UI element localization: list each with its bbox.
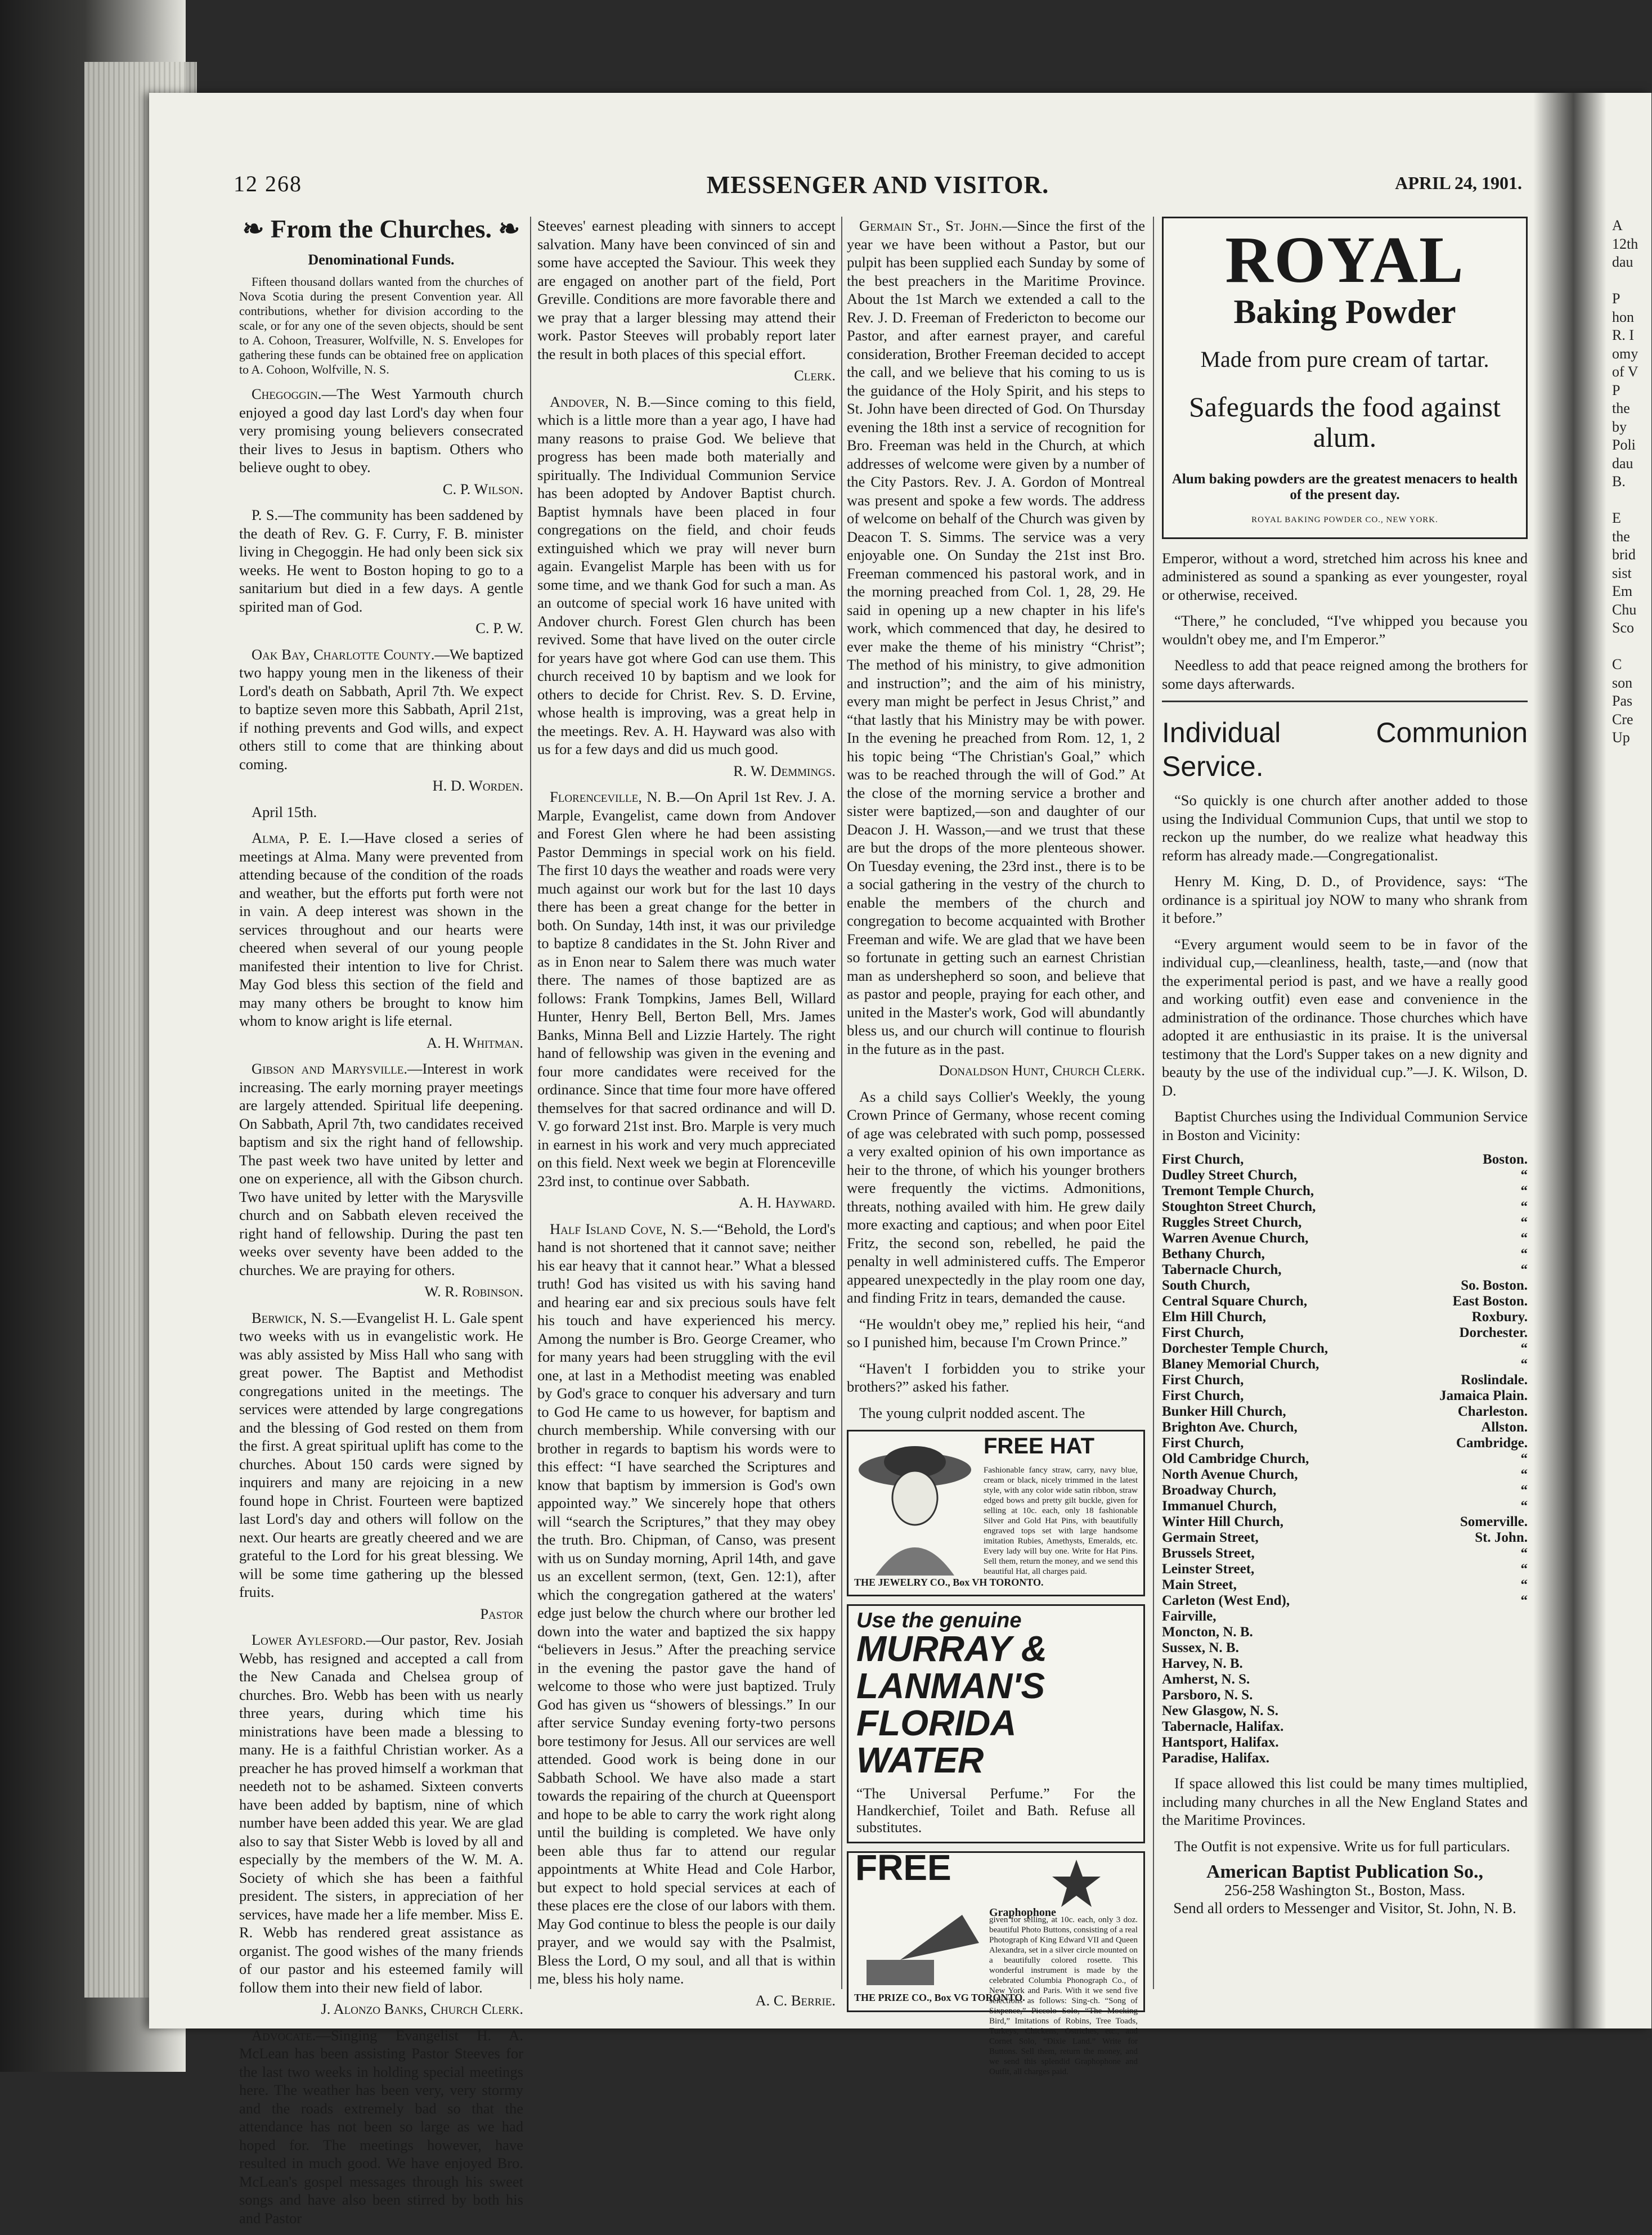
report-germain-st: Germain St., St. John.—Since the first of the year we have been without a Pastor, but our pulpit has been supplied each Sunday by some of the best preachers in the Maritime Province. About the 1st March we extended a call to the Rev. J. D. Freeman of Fredericton to become our Pastor, and after earnest prayer, and careful consideration, Brother Freeman decided to accept the call, and we believe that his coming to us is the guidance of the Holy Spirit, and his steps to St. John have been directed of God. On Thursday evening the 18th inst a service of recognition for Bro. Freeman was held in the Church, at which addresses of welcome were given by a number of the City Pastors. Rev. J. A. Gordon of Montreal was present and spoke a few words. The address of welcome on behalf of the Church was given by Deacon T. S. Simms. The service was a very enjoyable one. On Sunday the 21st inst Bro. Freeman commenced his pastoral work, and in the morning preached from Col. 1, 28, 29. He said in opening up a new chapter in his life's work, which commenced that day, he desired to ever make the theme of his ministry “Christ”; The method of his ministry, to give admonition and instruction”; and the aim of his ministry, every man might be perfect in Jesus Christ,” and “that lastly that his Ministry may be with power. In the evening he preached from Rom. 12, 1, 2 his topic being “The Christian's Goal,” which was to be reached through the will of God.” At the close of the morning service a brother and sister were baptized,—son and daughter of our Deacon J. H. Wasson,—and we trust that these are but the drops of the more plenteous shower. On Tuesday evening, the 23rd inst., there is to be a social gathering in the vestry of the church to enable the members of the church and congregation to become acquainted with Brother Freeman and wife. We are glad that we have been so fortunate in getting such an earnest Christian man as undershepherd so soon, and believe that as pastor and people, praying for each other, and united in the Master's work, God will abundantly bless us, and our church will continue to flourish in the future as in the past.: [847, 217, 1145, 1057]
church-name: Paradise, Halifax.: [1162, 1751, 1269, 1766]
facing-page-fragment: Sco: [1612, 620, 1634, 636]
report-lower-aylesford: Lower Aylesford.—Our pastor, Rev. Josiah Webb, has resigned and accepted a call from the New Canada and Chelsea group of churches. Bro. Webb has been with us nearly three years, during which time his ministrations have been made a blessing to many. He is a faithful Christian worker. As a preacher he has proved himself a workman that needeth not to be ashamed. Sixteen converts have been added by baptism, nine of which number have been added this year. We are glad also to say that Sister Webb is loved by all and especially by the members of the W. M. A. Society of which she has been a faithful president. The sisters, in appreciation of her services, have made her a life member. Miss E. R. Webb has rendered great assistance as organist. The good wishes of the many friends of our pastor and his esteemed family will follow them into their new field of labor.: [239, 1631, 523, 1996]
church-name: Immanuel Church,: [1162, 1498, 1277, 1514]
signature: A. H. Whitman.: [427, 1034, 523, 1051]
publisher-address: 256-258 Washington St., Boston, Mass.: [1224, 1882, 1465, 1899]
church-city: “: [1520, 1546, 1528, 1561]
church-name: Warren Avenue Church,: [1162, 1231, 1309, 1246]
column-2: [537, 217, 836, 2017]
free-hat-advertisement: [847, 1430, 1145, 1596]
signature: Donaldson Hunt, Church Clerk.: [939, 1062, 1145, 1079]
church-city: Charleston.: [1457, 1404, 1528, 1419]
church-city: Allston.: [1481, 1420, 1528, 1435]
church-city: [1400, 1688, 1528, 1703]
royal-baking-powder-advertisement: [1162, 217, 1528, 539]
florida-water-brand-4: WATER: [856, 1739, 984, 1780]
church-name: Carleton (West End),: [1162, 1593, 1290, 1608]
crown-prince-story: The young culprit nodded ascent. The: [859, 1404, 1085, 1421]
church-city: Roxbury.: [1471, 1309, 1528, 1325]
column-rule: [1153, 217, 1154, 1989]
publisher-orders: Send all orders to Messenger and Visitor, St. John, N. B.: [1173, 1900, 1516, 1917]
church-row: [1162, 1246, 1528, 1262]
page-fold-gutter: [1533, 93, 1606, 2028]
church-name: Leinster Street,: [1162, 1561, 1255, 1577]
florida-water-brand-1: MURRAY &: [856, 1628, 1047, 1669]
church-city: [1400, 1640, 1528, 1656]
section-title: ❧ From the Churches. ❧: [242, 214, 520, 243]
church-city: “: [1520, 1231, 1528, 1246]
church-city: Somerville.: [1460, 1514, 1528, 1529]
church-city: “: [1520, 1183, 1528, 1199]
star-badge-icon: [1051, 1859, 1102, 1909]
report-florenceville: Florenceville, N. B.—On April 1st Rev. J. A. Marple, Evangelist, came down from Andover and Forest Glen where he had been assisting Pastor Demmings in special work on his field. The first 10 days the weather and roads were very much against our work but for the last 10 days there has been a great change for the better in both. On Sunday, 14th inst, it was our priviledge to baptize 8 candidates in the St. John River and as in Enon near to Salem there was much water there. The names of those baptized are as follows: Frank Tompkins, James Bell, Willard Hunter, Henry Bell, Berton Bell, Mrs. James Banks, Minna Bell and Lizzie Hartely. The right hand of fellowship was given in the evening and four more candidates were received for the ordinance. Since that time four more have offered themselves for that sacred ordinance and will D. V. go forward 21st inst. Bro. Marple is very much in earnest in his work and very much appreciated on this field. Next week we begin at Florenceville 23rd inst, to continue over Sabbath.: [537, 788, 836, 1190]
crown-prince-story-cont: Needless to add that peace reigned among the brothers for some days afterwards.: [1162, 657, 1528, 692]
church-city: [1400, 1719, 1528, 1735]
facing-page-fragment: Em: [1612, 583, 1633, 599]
column-3: [847, 217, 1145, 2076]
facing-page-fragment: R. I: [1612, 327, 1634, 343]
gramophone-horn-illustration: [855, 1904, 985, 1994]
masthead-title: MESSENGER AND VISITOR.: [706, 171, 1049, 199]
graphophone-advertisement: [847, 1847, 1145, 2076]
church-row: [1162, 1404, 1528, 1420]
florida-water-advertisement: [847, 1604, 1145, 1843]
church-name: Tremont Temple Church,: [1162, 1183, 1314, 1199]
facing-page-fragment: the: [1612, 400, 1630, 416]
church-row: [1162, 1183, 1528, 1199]
woman-in-hat-illustration: [853, 1435, 977, 1576]
church-name: Amherst, N. S.: [1162, 1672, 1250, 1687]
church-city: Jamaica Plain.: [1439, 1388, 1528, 1403]
facing-page-fragment: 12th: [1612, 235, 1638, 252]
church-row: [1162, 1624, 1528, 1640]
church-city: [1400, 1703, 1528, 1719]
church-name: Stoughton Street Church,: [1162, 1199, 1316, 1214]
church-name: Bethany Church,: [1162, 1246, 1265, 1262]
church-name: First Church,: [1162, 1388, 1244, 1403]
church-name: Tabernacle Church,: [1162, 1262, 1282, 1277]
report-oak-bay: Oak Bay, Charlotte County.—We baptized two happy young men in the likeness of their Lord's death on Sabbath, April 7th. We expect to baptize seven more this Sabbath, April 21st, if nothing prevents and God wills, and expect others still to come that are thinking about coming.: [239, 645, 523, 773]
graphophone-free-title: FREE: [855, 1847, 951, 1888]
issue-date: APRIL 24, 1901.: [1395, 173, 1522, 193]
facing-page-fragment: Cre: [1612, 711, 1633, 728]
church-row: [1162, 1751, 1528, 1766]
facing-page-fragment: Up: [1612, 729, 1630, 746]
report-gibson: Gibson and Marysville.—Interest in work increasing. The early morning prayer meetings are largely attended. Spiritual life deepening. On Sabbath, April 7th, two candidates received baptism and six the right hand of fellowship. The past week two have united by letter and one on experience, all with the Gibson church. Two have united by letter with the Marysville church and on Sabbath eleven received the right hand of fellowship. During the past ten weeks over seventy have been added to the churches. We are praying for others.: [239, 1060, 523, 1278]
facing-page-fragment: P: [1612, 382, 1620, 398]
church-name: Dorchester Temple Church,: [1162, 1341, 1328, 1356]
church-row: [1162, 1278, 1528, 1294]
church-city: [1400, 1624, 1528, 1640]
church-row: [1162, 1561, 1528, 1577]
church-city: “: [1520, 1215, 1528, 1230]
church-row: [1162, 1656, 1528, 1672]
facing-page-fragment: omy: [1612, 345, 1638, 362]
column-rule: [841, 217, 842, 1989]
royal-warning: Alum baking powders are the greatest menacers to health of the present day.: [1171, 472, 1518, 502]
church-name: Brussels Street,: [1162, 1546, 1255, 1561]
florida-water-brand-2: LANMAN'S: [856, 1665, 1045, 1706]
signature: W. R. Robinson.: [424, 1283, 523, 1300]
royal-tagline-2: Safeguards the food against alum.: [1188, 391, 1501, 453]
church-name: Old Cambridge Church,: [1162, 1451, 1309, 1466]
church-row: [1162, 1325, 1528, 1341]
signature: Pastor: [480, 1605, 523, 1622]
church-city: “: [1520, 1341, 1528, 1356]
church-row: [1162, 1514, 1528, 1530]
church-name: Ruggles Street Church,: [1162, 1215, 1302, 1230]
communion-quote: “Every argument would seem to be in favor of the individual cup,—cleanliness, health, taste,—and (now that the experimental period is past, and we have a really good and working outfit) even ease and convenience in the administration of the ordinance. Those churches which have adopted it are enthusiastic in its praise. It is the universal testimony that the Lord's Supper takes on a new dignity and beauty by the use of the individual cup.”—J. K. Wilson, D. D.: [1162, 935, 1528, 1099]
church-row: [1162, 1577, 1528, 1593]
church-row: [1162, 1703, 1528, 1719]
free-hat-body: Fashionable fancy straw, carry, navy blue, cream or black, nicely trimmed in the latest style, with any color wide satin ribbon, straw edged bows and pretty gilt buckle, given for selling at 10c. each, only 18 fashionable Silver and Gold Hat Pins, with beautifully engraved tops set with large handsome imitation Rubies, Amethysts, Emeralds, etc. Every lady will buy one. Write for Hat Pins. Sell them, return the money, and we send this beautiful Hat, all charges paid.: [984, 1466, 1138, 1576]
church-city: “: [1520, 1483, 1528, 1498]
facing-page-fragment: Poli: [1612, 437, 1636, 453]
church-name: Tabernacle, Halifax.: [1162, 1719, 1284, 1734]
church-city: “: [1520, 1168, 1528, 1183]
church-row: [1162, 1294, 1528, 1309]
church-row: [1162, 1609, 1528, 1624]
church-name: Parsboro, N. S.: [1162, 1688, 1253, 1703]
church-row: [1162, 1719, 1528, 1735]
church-name: Bunker Hill Church,: [1162, 1404, 1286, 1419]
funds-heading: Denominational Funds.: [308, 251, 455, 268]
publisher-name: American Baptist Publication So.,: [1206, 1861, 1484, 1882]
church-row: [1162, 1309, 1528, 1325]
graphophone-footer: THE PRIZE CO., Box VG TORONTO.: [854, 1992, 1025, 2003]
church-row: [1162, 1530, 1528, 1546]
church-row: [1162, 1593, 1528, 1609]
graphophone-body: given for selling, at 10c. each, only 3 doz. beautiful Photo Buttons, consisting of a real Photograph of King Edward VII and Queen Alexandra, set in a silver circle mounted on a beautifully colored rosette. This wonderful instrument is made by the celebrated Columbia Phonograph Co., of New York and Paris. With it we send five selections as follows: Sing-ch. “Song of Sixpence,” Piccolo Solo, “The Mocking Bird,” Imitations of Robins, Tree Toads, Turkeys, Chickens, Ostriches, etc., and Cornet Solo, “Dixie Land.” Write for Buttons. Sell them, return the money, and we send this splendid Graphophone and Outfit, all charges paid.: [989, 1915, 1138, 2076]
church-city: “: [1520, 1451, 1528, 1466]
church-city: “: [1520, 1467, 1528, 1482]
column-1: [239, 214, 524, 2235]
communion-quote: Henry M. King, D. D., of Providence, says: “The ordinance is a spiritual joy NOW to many who shrank from it before.”: [1162, 873, 1528, 926]
church-city: “: [1520, 1561, 1528, 1577]
church-row: [1162, 1483, 1528, 1498]
church-row: [1162, 1388, 1528, 1404]
church-list-heading: Baptist Churches using the Individual Communion Service in Boston and Vicinity:: [1162, 1108, 1528, 1143]
church-city: So. Boston.: [1461, 1278, 1528, 1293]
facing-page-fragment: dau: [1612, 455, 1633, 472]
report-date: April 15th.: [252, 803, 317, 820]
church-row: [1162, 1672, 1528, 1688]
church-name: Elm Hill Church,: [1162, 1309, 1266, 1325]
facing-page-fragment: E: [1612, 510, 1621, 526]
church-name: Brighton Ave. Church,: [1162, 1420, 1298, 1435]
publisher-block: [1162, 1863, 1528, 1917]
royal-title: ROYAL: [1225, 223, 1465, 297]
royal-company: ROYAL BAKING POWDER CO., NEW YORK.: [1251, 515, 1438, 524]
page-header: [234, 170, 1522, 204]
church-list: [1162, 1152, 1528, 1766]
facing-page-fragment: son: [1612, 674, 1633, 691]
communion-quote: “So quickly is one church after another added to those using the Individual Communion Cups, that until we stop to reckon up the number, do we realize what headway this reform has already made.—Congregationalist.: [1162, 792, 1528, 864]
church-name: Blaney Memorial Church,: [1162, 1357, 1319, 1372]
signature: H. D. Worden.: [432, 777, 523, 794]
signature: C. P. Wilson.: [442, 480, 523, 497]
church-row: [1162, 1546, 1528, 1561]
church-city: St. John.: [1475, 1530, 1528, 1545]
church-row: [1162, 1372, 1528, 1388]
church-name: First Church,: [1162, 1435, 1244, 1451]
florida-water-slogan: “The Universal Perfume.” For the Handkerchief, Toilet and Bath. Refuse all substitutes.: [856, 1785, 1135, 1835]
church-name: Fairville,: [1162, 1609, 1216, 1624]
church-name: First Church,: [1162, 1325, 1244, 1340]
facing-page-fragment: Chu: [1612, 601, 1637, 618]
free-hat-title: FREE HAT: [984, 1434, 1095, 1458]
church-city: “: [1520, 1498, 1528, 1514]
church-city: [1400, 1735, 1528, 1751]
church-name: First Church,: [1162, 1152, 1244, 1167]
church-city: Cambridge.: [1456, 1435, 1528, 1451]
church-city: [1400, 1656, 1528, 1672]
church-city: Dorchester.: [1459, 1325, 1528, 1340]
church-city: East Boston.: [1452, 1294, 1528, 1309]
funds-notice: Fifteen thousand dollars wanted from the churches of Nova Scotia during the present Convention year. All contributions, whether for division according to the scale, or for any one of the seven objects, should be sent to A. Cohoon, Treasurer, Wolfville, N. S. Envelopes for gathering these funds can be obtained free on application to A. Cohoon, Wolfville, N. S.: [239, 275, 523, 376]
signature: J. Alonzo Banks, Church Clerk.: [321, 2000, 523, 2017]
signature: A. H. Hayward.: [738, 1194, 836, 1211]
report-ps: P. S.—The community has been saddened by the death of Rev. G. F. Curry, F. B. minister living in Chegoggin. He had only been sick six weeks. He went to Boston hoping to go to a sanitarium but died in a few days. A gentle spirited man of God.: [239, 506, 523, 615]
church-name: South Church,: [1162, 1278, 1250, 1293]
church-row: [1162, 1735, 1528, 1751]
facing-page-fragment: Pas: [1612, 693, 1633, 709]
facing-page-fragment: hon: [1612, 308, 1634, 325]
church-city: “: [1520, 1246, 1528, 1262]
florida-water-use: Use the genuine: [856, 1609, 1022, 1632]
communion-service-title: Individual Communion Service.: [1162, 717, 1528, 782]
signature: Clerk.: [794, 367, 836, 384]
facing-page-fragment: P: [1612, 290, 1620, 307]
report-berwick: Berwick, N. S.—Evangelist H. L. Gale spent two weeks with us in evangelistic work. He was ably assisted by Miss Hall who sang with great power. The Baptist and Methodist congregations united in the meetings. The services were attended by large congregations and the blessing of God rested on them from the first. A great spiritual uplift has come to the churches. About 150 cards were signed by inquirers and many are rejoicing in a new found hope in Christ. Fourteen were baptized last Lord's day and others will follow on the next. Our hearts are greatly cheered and we are grateful to the Lord for his great blessing. We will be some time gathering up the blessed fruits.: [239, 1309, 524, 1600]
church-name: Broadway Church,: [1162, 1483, 1277, 1498]
report-advocate-cont: Steeves' earnest pleading with sinners to accept salvation. Many have been convinced of sin and some have accepted the Saviour. This week they are engaged on another part of the field, Port Greville. Conditions are more favorable there and we pray that a larger blessing may attend their work. Pastor Steeves will probably report later the result in both places of this special effort.: [537, 217, 836, 362]
church-city: Roslindale.: [1461, 1372, 1528, 1388]
church-city: Boston.: [1483, 1152, 1528, 1167]
facing-page-fragment: [1612, 272, 1651, 290]
report-chegoggin: Chegoggin.—The West Yarmouth church enjoyed a good day last Lord's day when four very promising young believers consecrated their lives to Jesus in baptism. Others who believe ought to obey.: [239, 385, 523, 475]
church-row: [1162, 1420, 1528, 1435]
church-row: [1162, 1262, 1528, 1278]
church-row: [1162, 1199, 1528, 1215]
church-row: [1162, 1357, 1528, 1372]
graphophone-brand: Graphophone: [989, 1906, 1056, 1919]
church-city: “: [1520, 1262, 1528, 1277]
column-rule: [530, 217, 531, 1989]
crown-prince-story: As a child says Collier's Weekly, the young Crown Prince of Germany, whose recent coming of age was celebrated with such pomp, possessed a very exalted opinion of his own importance as heir to the throne, of which his younger brothers were frequently the victims. Admonitions, threats, nothing availed with him. He grew daily more exacting and captious; and when poor Eitel Fritz, the second son, rebelled, he paid the penalty in well administered cuffs. The Emperor appeared unexpectedly in the play room one day, and finding Fritz in tears, demanded the cause.: [847, 1088, 1145, 1306]
church-city: [1400, 1751, 1528, 1766]
church-city: [1400, 1609, 1528, 1624]
report-alma: Alma, P. E. I.—Have closed a series of meetings at Alma. Many were prevented from attending because of the condition of the roads and weather, but the efforts put forth were not in vain. A deep interest was shown in the services throughout and our hearts were cheered when several of our young people manifested their intention to live for Christ. May God bless this section of the field and may many others be brought to know him whom to know aright is life eternal.: [239, 829, 523, 1029]
church-row: [1162, 1215, 1528, 1231]
church-name: North Avenue Church,: [1162, 1467, 1298, 1482]
report-half-island-cove: Half Island Cove, N. S.—“Behold, the Lord's hand is not shortened that it cannot save; neither his ear heavy that it cannot hear.” What a blessed truth! God has visited us with his saving hand and hearing ear and six precious souls have felt his touch and have experienced his mercy. Among the number is Bro. George Creamer, who for many years had been struggling with the evil one, at last in a Methodist meeting was enabled by God's grace to conquer his adversary and turn to God He came to us however, for baptism and church membership. While conversing with our brother in regards to baptism his words were to this effect: “I have searched the Scriptures and know that baptism by immersion is God's own appointed way.” We sincerely hope that others will “search the Scriptures,” that they may obey the truth. Bro. Chipman, of Canso, was present with us on Sunday morning, April 14th, and gave us an excellent sermon, (text, Gen. 12:1), after which the congregation gathered at the waters' edge just below the church where our brother led down into the water and baptized the six happy “believers in Jesus.” After the preaching service in the evening the pastor gave the hand of welcome to those who were just baptized. Truly God has given us “showers of blessings.” In our after service Sunday evening forty-two persons bore testimony for Jesus. All our services are well attended. Good work is being done in our Sabbath School. We have also made a start towards the repairing of the church at Queensport and hope to be able to carry the work right along until the building is completed. We have only been able thus far to attend our regular appointments at White Head and Cole Harbor, but expect to hold special services at each of these places ere the close of our labors with them. May God continue to bless the people is our daily prayer, and we would say with the Psalmist, Bless the Lord, O my soul, and all that is within me, bless his holy name.: [537, 1220, 836, 1987]
column-4: [1162, 217, 1528, 1917]
facing-page-fragment: A: [1612, 217, 1623, 234]
page-number: 12 268: [234, 171, 302, 196]
crown-prince-story-cont: “There,” he concluded, “I've whipped you because you wouldn't obey me, and I'm Emperor.”: [1162, 612, 1528, 648]
church-name: Harvey, N. B.: [1162, 1656, 1243, 1671]
church-name: First Church,: [1162, 1372, 1244, 1388]
church-name: Main Street,: [1162, 1577, 1237, 1592]
church-city: “: [1520, 1577, 1528, 1592]
facing-page-fragment: brid: [1612, 546, 1636, 563]
signature: A. C. Berrie.: [755, 1991, 836, 2009]
crown-prince-story: “Haven't I forbidden you to strike your brothers?” asked his father.: [847, 1359, 1145, 1395]
facing-page-edge: [1612, 217, 1651, 747]
report-andover: Andover, N. B.—Since coming to this field, which is a little more than a year ago, I have had many reasons to praise God. We believe that progress has been made both materially and spiritually. The Individual Communion Service has been adopted by Andover Baptist church. Baptist hymnals have been placed in four congregations on the field, and choir feuds extinguished which we pray will never burn again. Evangelist Marple has been with us for some time, and we thank God for such a man. As an outcome of special work 16 have united with Andover church. Forest Glen church has been revived. Some that have lived on the outer circle for years have got where God can use them. This church received 10 by baptism and we look for others to decide for Christ. Rev. S. D. Ervine, whose health is improving, was a great help in the meetings. Rev. A. H. Hayward was also with us for a few days and did us much good.: [537, 393, 836, 757]
facing-page-fragment: by: [1612, 418, 1627, 435]
church-name: Winter Hill Church,: [1162, 1514, 1284, 1529]
facing-page-fragment: sist: [1612, 564, 1632, 581]
facing-page-fragment: of V: [1612, 363, 1638, 380]
church-name: Dudley Street Church,: [1162, 1168, 1298, 1183]
church-row: [1162, 1231, 1528, 1246]
facing-page-fragment: B.: [1612, 473, 1626, 490]
church-row: [1162, 1341, 1528, 1357]
church-row: [1162, 1168, 1528, 1183]
royal-subtitle: Baking Powder: [1233, 293, 1456, 330]
facing-page-fragment: [1612, 491, 1651, 510]
church-name: Moncton, N. B.: [1162, 1624, 1253, 1640]
church-row: [1162, 1451, 1528, 1467]
communion-note: If space allowed this list could be many times multiplied, including many churches in all the New England States and the Maritime Provinces.: [1162, 1775, 1528, 1828]
florida-water-brand-3: FLORIDA: [856, 1702, 1017, 1743]
royal-tagline-1: Made from pure cream of tartar.: [1200, 347, 1489, 372]
facing-page-fragment: C: [1612, 656, 1622, 672]
signature: R. W. Demmings.: [733, 762, 836, 779]
church-city: “: [1520, 1357, 1528, 1372]
church-name: Sussex, N. B.: [1162, 1640, 1239, 1655]
report-advocate: Advocate.—Singing Evangelist H. A. McLean has been assisting Pastor Steeves for the last two weeks in holding special meetings here. The weather has been very, very stormy and the roads extremely bad so that the attendance has not been so large as we had hoped for. The meetings however, have resulted in much good. We have enjoyed Bro. McLean's gospel messages through his sweet songs and have also been stirred by both his and Pastor: [239, 2026, 523, 2227]
facing-page-fragment: dau: [1612, 254, 1633, 270]
church-row: [1162, 1152, 1528, 1168]
crown-prince-story: “He wouldn't obey me,” replied his heir, “and so I punished him, because I'm Crown Prince.”: [847, 1315, 1145, 1350]
church-row: [1162, 1435, 1528, 1451]
church-name: Hantsport, Halifax.: [1162, 1735, 1279, 1750]
free-hat-footer: THE JEWELRY CO., Box VH TORONTO.: [854, 1576, 1044, 1588]
church-city: “: [1520, 1593, 1528, 1608]
church-city: [1400, 1672, 1528, 1688]
church-name: Central Square Church,: [1162, 1294, 1308, 1309]
church-name: Germain Street,: [1162, 1530, 1259, 1545]
church-row: [1162, 1498, 1528, 1514]
newspaper-page: [149, 93, 1651, 2227]
facing-page-fragment: the: [1612, 528, 1630, 545]
church-city: “: [1520, 1199, 1528, 1214]
church-row: [1162, 1640, 1528, 1656]
facing-page-fragment: [1612, 638, 1651, 656]
crown-prince-story-cont: Emperor, without a word, stretched him across his knee and administered as sound a spanking as ever youngester, royal or otherwise, received.: [1162, 549, 1528, 603]
communion-note: The Outfit is not expensive. Write us for full particulars.: [1174, 1837, 1510, 1855]
signature: C. P. W.: [475, 620, 523, 636]
church-row: [1162, 1467, 1528, 1483]
divider: [1162, 701, 1528, 702]
church-name: New Glasgow, N. S.: [1162, 1703, 1278, 1718]
church-row: [1162, 1688, 1528, 1703]
